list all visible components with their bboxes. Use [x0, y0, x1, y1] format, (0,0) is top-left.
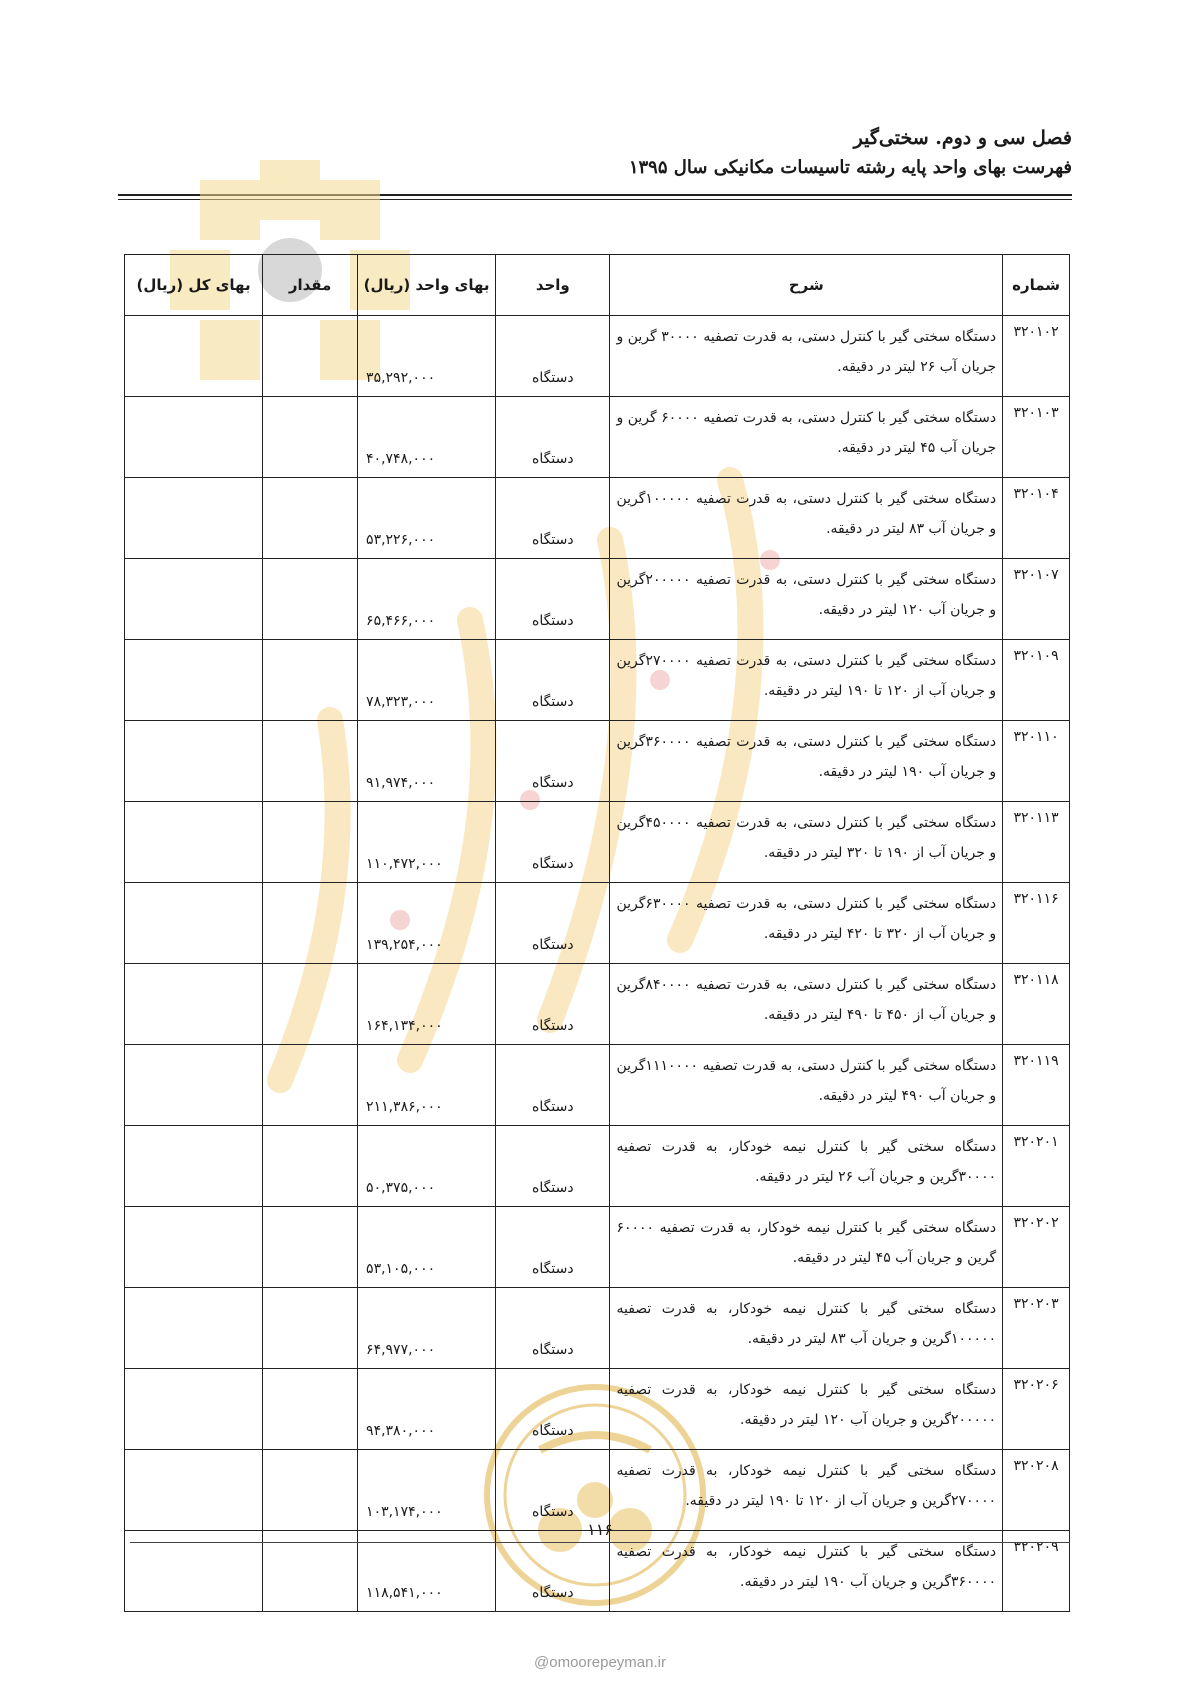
- item-description: دستگاه سختی گیر با کنترل دستی، به قدرت تصفیه ۶۰۰۰۰ گرین و جریان آب ۴۵ لیتر در دقیقه.: [610, 397, 1003, 478]
- item-code: ۳۲۰۲۰۹: [1003, 1531, 1070, 1612]
- page-number: ۱۱۶: [587, 1520, 613, 1539]
- item-unit-price: ۳۵,۲۹۲,۰۰۰: [358, 316, 496, 397]
- item-unit: دستگاه: [496, 559, 610, 640]
- item-total-price: [125, 1207, 263, 1288]
- item-unit-price: ۱۳۹,۲۵۴,۰۰۰: [358, 883, 496, 964]
- table-row: [125, 883, 1070, 964]
- document-subtitle: فهرست بهای واحد پایه رشته تاسیسات مکانیکی سال ۱۳۹۵: [628, 157, 1072, 178]
- item-code: ۳۲۰۱۱۹: [1003, 1045, 1070, 1126]
- item-description: دستگاه سختی گیر با کنترل نیمه خودکار، به قدرت تصفیه ۶۰۰۰۰ گرین و جریان آب ۴۵ لیتر در دقیقه.: [610, 1207, 1003, 1288]
- item-unit: دستگاه: [496, 1045, 610, 1126]
- item-code: ۳۲۰۱۰۳: [1003, 397, 1070, 478]
- item-total-price: [125, 559, 263, 640]
- item-quantity: [263, 316, 358, 397]
- table-row: [125, 1045, 1070, 1126]
- item-code: ۳۲۰۱۰۹: [1003, 640, 1070, 721]
- item-unit-price: ۴۰,۷۴۸,۰۰۰: [358, 397, 496, 478]
- item-code: ۳۲۰۲۰۶: [1003, 1369, 1070, 1450]
- table-row: [125, 1126, 1070, 1207]
- item-description: دستگاه سختی گیر با کنترل نیمه خودکار، به قدرت تصفیه ۲۰۰۰۰۰گرین و جریان آب ۱۲۰ لیتر در دقیقه.: [610, 1369, 1003, 1450]
- table-row: [125, 640, 1070, 721]
- column-header-unit: واحد: [496, 255, 610, 316]
- item-unit-price: ۵۳,۲۲۶,۰۰۰: [358, 478, 496, 559]
- item-quantity: [263, 1450, 358, 1531]
- item-quantity: [263, 802, 358, 883]
- table-row: [125, 559, 1070, 640]
- item-unit-price: ۱۰۳,۱۷۴,۰۰۰: [358, 1450, 496, 1531]
- item-code: ۳۲۰۱۱۸: [1003, 964, 1070, 1045]
- table-row: [125, 1450, 1070, 1531]
- item-total-price: [125, 1126, 263, 1207]
- item-description: دستگاه سختی گیر با کنترل دستی، به قدرت تصفیه ۲۰۰۰۰۰گرین و جریان آب ۱۲۰ لیتر در دقیقه.: [610, 559, 1003, 640]
- item-description: دستگاه سختی گیر با کنترل دستی، به قدرت تصفیه ۳۶۰۰۰۰گرین و جریان آب ۱۹۰ لیتر در دقیقه.: [610, 721, 1003, 802]
- item-unit-price: ۵۰,۳۷۵,۰۰۰: [358, 1126, 496, 1207]
- item-unit: دستگاه: [496, 1450, 610, 1531]
- item-unit-price: ۹۱,۹۷۴,۰۰۰: [358, 721, 496, 802]
- price-list-table: [124, 254, 1070, 1612]
- item-unit: دستگاه: [496, 721, 610, 802]
- item-total-price: [125, 883, 263, 964]
- item-code: ۳۲۰۱۱۶: [1003, 883, 1070, 964]
- footer-rule: [130, 1542, 1070, 1543]
- item-total-price: [125, 802, 263, 883]
- item-description: دستگاه سختی گیر با کنترل دستی، به قدرت تصفیه ۱۱۱۰۰۰۰گرین و جریان آب ۴۹۰ لیتر در دقیقه.: [610, 1045, 1003, 1126]
- item-unit-price: ۱۱۸,۵۴۱,۰۰۰: [358, 1531, 496, 1612]
- item-total-price: [125, 478, 263, 559]
- item-total-price: [125, 1450, 263, 1531]
- item-unit-price: ۶۵,۴۶۶,۰۰۰: [358, 559, 496, 640]
- column-header-code: شماره: [1003, 255, 1070, 316]
- item-quantity: [263, 1288, 358, 1369]
- item-quantity: [263, 1126, 358, 1207]
- column-header-description: شرح: [610, 255, 1003, 316]
- item-unit: دستگاه: [496, 316, 610, 397]
- item-total-price: [125, 964, 263, 1045]
- item-unit-price: ۷۸,۳۲۳,۰۰۰: [358, 640, 496, 721]
- item-description: دستگاه سختی گیر با کنترل دستی، به قدرت تصفیه ۳۰۰۰۰ گرین و جریان آب ۲۶ لیتر در دقیقه.: [610, 316, 1003, 397]
- item-unit-price: ۹۴,۳۸۰,۰۰۰: [358, 1369, 496, 1450]
- table-row: [125, 397, 1070, 478]
- table-header-row: [125, 255, 1070, 316]
- item-code: ۳۲۰۱۱۰: [1003, 721, 1070, 802]
- table-row: [125, 478, 1070, 559]
- item-quantity: [263, 478, 358, 559]
- table-row: [125, 1207, 1070, 1288]
- item-quantity: [263, 1207, 358, 1288]
- item-code: ۳۲۰۱۰۷: [1003, 559, 1070, 640]
- chapter-title: فصل سی و دوم. سختی‌گیر: [853, 127, 1072, 149]
- item-quantity: [263, 559, 358, 640]
- item-code: ۳۲۰۱۰۲: [1003, 316, 1070, 397]
- item-quantity: [263, 964, 358, 1045]
- table-row: [125, 721, 1070, 802]
- item-code: ۳۲۰۲۰۳: [1003, 1288, 1070, 1369]
- item-code: ۳۲۰۲۰۸: [1003, 1450, 1070, 1531]
- item-unit-price: ۵۳,۱۰۵,۰۰۰: [358, 1207, 496, 1288]
- item-code: ۳۲۰۱۰۴: [1003, 478, 1070, 559]
- item-unit: دستگاه: [496, 1531, 610, 1612]
- item-description: دستگاه سختی گیر با کنترل نیمه خودکار، به قدرت تصفیه ۳۰۰۰۰گرین و جریان آب ۲۶ لیتر در دقیقه.: [610, 1126, 1003, 1207]
- item-unit-price: ۱۱۰,۴۷۲,۰۰۰: [358, 802, 496, 883]
- item-unit: دستگاه: [496, 640, 610, 721]
- item-description: دستگاه سختی گیر با کنترل نیمه خودکار، به قدرت تصفیه ۲۷۰۰۰۰گرین و جریان آب از ۱۲۰ تا ۱۹۰ لیتر در دقیقه.: [610, 1450, 1003, 1531]
- item-code: ۳۲۰۲۰۲: [1003, 1207, 1070, 1288]
- item-total-price: [125, 1288, 263, 1369]
- column-header-quantity: مقدار: [263, 255, 358, 316]
- column-header-unit-price: بهای واحد (ریال): [358, 255, 496, 316]
- item-total-price: [125, 640, 263, 721]
- item-total-price: [125, 1369, 263, 1450]
- item-total-price: [125, 721, 263, 802]
- website-watermark: @omoorepeyman.ir: [534, 1654, 666, 1671]
- item-unit-price: ۲۱۱,۳۸۶,۰۰۰: [358, 1045, 496, 1126]
- item-description: دستگاه سختی گیر با کنترل دستی، به قدرت تصفیه ۴۵۰۰۰۰گرین و جریان آب از ۱۹۰ تا ۳۲۰ لیتر در دقیقه.: [610, 802, 1003, 883]
- item-unit: دستگاه: [496, 397, 610, 478]
- item-total-price: [125, 316, 263, 397]
- item-description: دستگاه سختی گیر با کنترل دستی، به قدرت تصفیه ۱۰۰۰۰۰گرین و جریان آب ۸۳ لیتر در دقیقه.: [610, 478, 1003, 559]
- table-row: [125, 802, 1070, 883]
- item-unit-price: ۶۴,۹۷۷,۰۰۰: [358, 1288, 496, 1369]
- item-unit-price: ۱۶۴,۱۳۴,۰۰۰: [358, 964, 496, 1045]
- item-quantity: [263, 640, 358, 721]
- table-row: [125, 316, 1070, 397]
- item-unit: دستگاه: [496, 1207, 610, 1288]
- item-quantity: [263, 883, 358, 964]
- item-description: دستگاه سختی گیر با کنترل دستی، به قدرت تصفیه ۸۴۰۰۰۰گرین و جریان آب از ۴۵۰ تا ۴۹۰ لیتر در دقیقه.: [610, 964, 1003, 1045]
- item-unit: دستگاه: [496, 478, 610, 559]
- item-quantity: [263, 1369, 358, 1450]
- item-code: ۳۲۰۱۱۳: [1003, 802, 1070, 883]
- item-total-price: [125, 1045, 263, 1126]
- item-description: دستگاه سختی گیر با کنترل نیمه خودکار، به قدرت تصفیه ۳۶۰۰۰۰گرین و جریان آب ۱۹۰ لیتر در دقیقه.: [610, 1531, 1003, 1612]
- table-row: [125, 1369, 1070, 1450]
- column-header-total-price: بهای کل (ریال): [125, 255, 263, 316]
- item-unit: دستگاه: [496, 883, 610, 964]
- item-unit: دستگاه: [496, 802, 610, 883]
- table-row: [125, 964, 1070, 1045]
- item-unit: دستگاه: [496, 1288, 610, 1369]
- table-row: [125, 1288, 1070, 1369]
- item-description: دستگاه سختی گیر با کنترل نیمه خودکار، به قدرت تصفیه ۱۰۰۰۰۰گرین و جریان آب ۸۳ لیتر در دقیقه.: [610, 1288, 1003, 1369]
- item-unit: دستگاه: [496, 964, 610, 1045]
- item-code: ۳۲۰۲۰۱: [1003, 1126, 1070, 1207]
- item-unit: دستگاه: [496, 1369, 610, 1450]
- item-total-price: [125, 397, 263, 478]
- item-quantity: [263, 397, 358, 478]
- item-quantity: [263, 721, 358, 802]
- item-unit: دستگاه: [496, 1126, 610, 1207]
- item-quantity: [263, 1045, 358, 1126]
- item-description: دستگاه سختی گیر با کنترل دستی، به قدرت تصفیه ۶۳۰۰۰۰گرین و جریان آب از ۳۲۰ تا ۴۲۰ لیتر در دقیقه.: [610, 883, 1003, 964]
- item-description: دستگاه سختی گیر با کنترل دستی، به قدرت تصفیه ۲۷۰۰۰۰گرین و جریان آب از ۱۲۰ تا ۱۹۰ لیتر در دقیقه.: [610, 640, 1003, 721]
